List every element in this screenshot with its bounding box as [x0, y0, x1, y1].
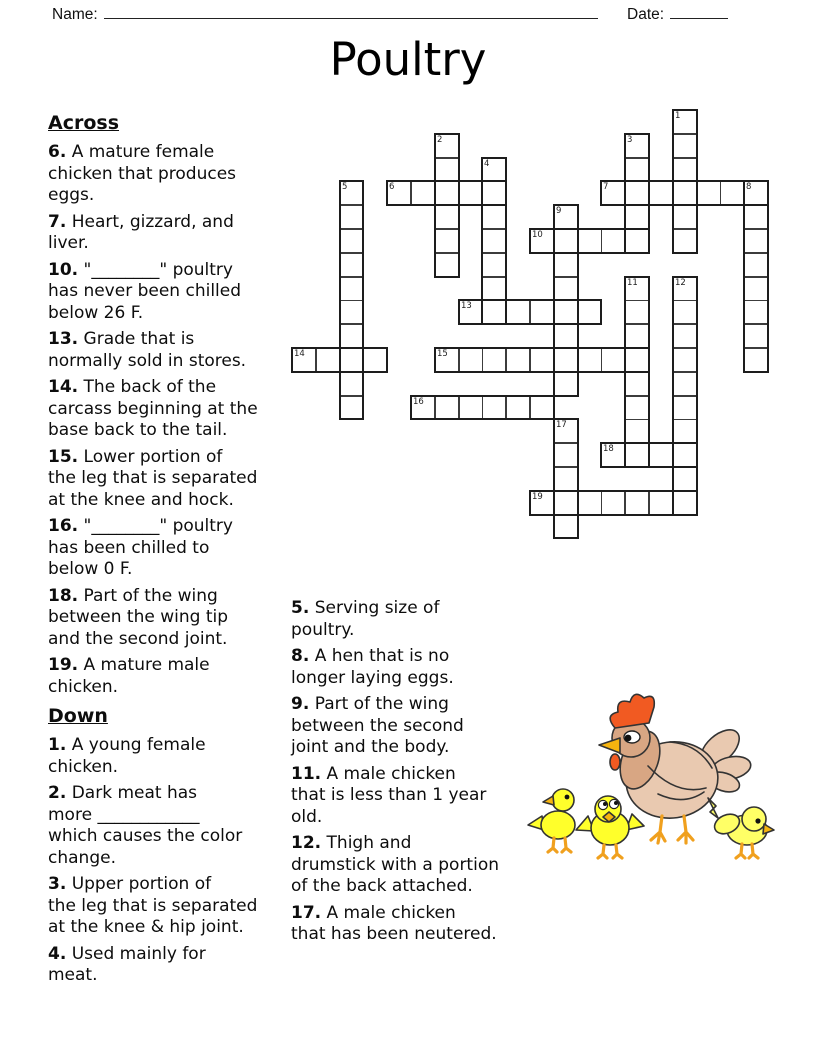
clue-3-down: 3. Upper portion of the leg that is separated at the knee & hip joint. — [48, 874, 258, 937]
hen-and-chicks-illustration — [520, 678, 810, 878]
clue-number: 12. — [291, 833, 322, 853]
grid-cell-r13-c16[interactable] — [673, 419, 697, 443]
date-field — [627, 3, 728, 24]
clue-8-down: 8. A hen that is no longer laying eggs. — [291, 646, 454, 688]
cell-number: 7 — [603, 182, 609, 192]
name-field — [52, 3, 598, 24]
grid-cell-r11-c2[interactable] — [340, 372, 364, 396]
grid-cell-r3-c13[interactable] — [601, 181, 625, 205]
grid-cell-r5-c13[interactable] — [601, 229, 625, 253]
grid-cell-r1-c6[interactable] — [435, 134, 459, 158]
grid-cell-r5-c11[interactable] — [554, 229, 578, 253]
clue-number: 1. — [48, 735, 67, 755]
grid-cell-r8-c7[interactable] — [459, 300, 483, 324]
grid-cell-r4-c6[interactable] — [435, 205, 459, 229]
grid-cell-r7-c11[interactable] — [554, 277, 578, 301]
cell-number: 16 — [413, 397, 424, 407]
cell-number: 11 — [627, 278, 638, 288]
clue-number: 19. — [48, 655, 79, 675]
grid-cell-r5-c12[interactable] — [578, 229, 602, 253]
grid-cell-r12-c2[interactable] — [340, 396, 364, 420]
grid-cell-r10-c19[interactable] — [744, 348, 768, 372]
grid-cell-r8-c9[interactable] — [506, 300, 530, 324]
clue-number: 5. — [291, 598, 310, 618]
grid-cell-r5-c16[interactable] — [673, 229, 697, 253]
grid-cell-r10-c12[interactable] — [578, 348, 602, 372]
grid-cell-r4-c14[interactable] — [625, 205, 649, 229]
cell-number: 18 — [603, 444, 614, 454]
clue-number: 8. — [291, 646, 310, 666]
name-label: Name: — [52, 6, 98, 23]
grid-cell-r3-c14[interactable] — [625, 181, 649, 205]
grid-cell-r16-c11[interactable] — [554, 491, 578, 515]
page-title: Poultry — [329, 33, 487, 86]
grid-cell-r3-c6[interactable] — [435, 181, 459, 205]
grid-cell-r9-c16[interactable] — [673, 324, 697, 348]
grid-cell-r8-c12[interactable] — [578, 300, 602, 324]
grid-cell-r14-c11[interactable] — [554, 443, 578, 467]
grid-cell-r10-c11[interactable] — [554, 348, 578, 372]
down-heading: Down — [48, 705, 108, 727]
grid-cell-r14-c15[interactable] — [649, 443, 673, 467]
grid-cell-r7-c14[interactable] — [625, 277, 649, 301]
grid-cell-r10-c6[interactable] — [435, 348, 459, 372]
grid-cell-r7-c2[interactable] — [340, 277, 364, 301]
name-write-line[interactable] — [104, 3, 598, 19]
clue-9-down: 9. Part of the wing between the second joint and the body. — [291, 694, 464, 757]
grid-cell-r5-c2[interactable] — [340, 229, 364, 253]
grid-cell-r8-c2[interactable] — [340, 300, 364, 324]
grid-cell-r15-c11[interactable] — [554, 467, 578, 491]
chick-right-icon — [708, 798, 774, 858]
grid-cell-r6-c2[interactable] — [340, 253, 364, 277]
clue-6-across: 6. A mature female chicken that produces eggs. — [48, 142, 237, 205]
clue-number: 13. — [48, 329, 79, 349]
grid-cell-r12-c14[interactable] — [625, 396, 649, 420]
cell-number: 9 — [556, 206, 562, 216]
cell-number: 13 — [461, 301, 472, 311]
grid-cell-r3-c4[interactable] — [387, 181, 411, 205]
clue-4-down: 4. Used mainly for meat. — [48, 943, 206, 985]
clue-18-across: 18. Part of the wing between the wing tip and the second joint. — [48, 585, 228, 649]
grid-cell-r16-c16[interactable] — [673, 491, 697, 515]
grid-cell-r16-c10[interactable] — [530, 491, 554, 515]
cell-number: 17 — [556, 420, 567, 430]
grid-cell-r11-c16[interactable] — [673, 372, 697, 396]
cell-number: 19 — [532, 492, 543, 502]
grid-cell-r10-c3[interactable] — [363, 348, 387, 372]
clue-17-down: 17. A male chicken that has been neutered. — [291, 902, 497, 944]
clue-16-across: 16. "________" poultry has been chilled to below 0 F. — [48, 516, 233, 579]
clue-13-across: 13. Grade that is normally sold in stores. — [48, 329, 247, 371]
clue-1-down: 1. A young female chicken. — [48, 735, 206, 777]
grid-cell-r10-c7[interactable] — [459, 348, 483, 372]
date-write-line[interactable] — [670, 3, 728, 19]
clue-number: 18. — [48, 585, 79, 606]
grid-cell-r6-c19[interactable] — [744, 253, 768, 277]
grid-cell-r9-c11[interactable] — [554, 324, 578, 348]
clue-number: 9. — [291, 694, 310, 714]
clue-number: 4. — [48, 943, 67, 964]
grid-cell-r4-c11[interactable] — [554, 205, 578, 229]
down-clue-list-left — [48, 735, 300, 987]
clue-10-across: 10. "________" poultry has never been chilled below 26 F. — [48, 259, 242, 323]
grid-cell-r7-c19[interactable] — [744, 277, 768, 301]
date-label: Date: — [627, 6, 665, 23]
cell-number: 3 — [627, 135, 633, 145]
grid-cell-r6-c8[interactable] — [482, 253, 506, 277]
grid-cell-r11-c11[interactable] — [554, 372, 578, 396]
cell-number: 10 — [532, 230, 543, 240]
grid-cell-r1-c16[interactable] — [673, 134, 697, 158]
clue-number: 11. — [291, 763, 322, 784]
cell-number: 12 — [675, 278, 686, 288]
grid-cell-r3-c7[interactable] — [459, 181, 483, 205]
grid-cell-r5-c14[interactable] — [625, 229, 649, 253]
grid-cell-r12-c7[interactable] — [459, 396, 483, 420]
clue-19-across: 19. A mature male chicken. — [48, 655, 210, 697]
across-clue-list — [48, 142, 300, 698]
grid-cell-r5-c8[interactable] — [482, 229, 506, 253]
cell-number: 14 — [294, 349, 305, 359]
grid-cell-r3-c5[interactable] — [411, 181, 435, 205]
clue-number: 3. — [48, 874, 67, 894]
grid-cell-r14-c13[interactable] — [601, 443, 625, 467]
grid-cell-r4-c2[interactable] — [340, 205, 364, 229]
grid-cell-r12-c5[interactable] — [411, 396, 435, 420]
grid-cell-r10-c9[interactable] — [506, 348, 530, 372]
grid-cell-r3-c19[interactable] — [744, 181, 768, 205]
grid-cell-r10-c10[interactable] — [530, 348, 554, 372]
down-clue-list-right — [291, 598, 543, 946]
grid-cell-r11-c14[interactable] — [625, 372, 649, 396]
grid-cell-r5-c10[interactable] — [530, 229, 554, 253]
grid-cell-r7-c16[interactable] — [673, 277, 697, 301]
grid-cell-r3-c2[interactable] — [340, 181, 364, 205]
grid-cell-r1-c14[interactable] — [625, 134, 649, 158]
grid-cell-r13-c14[interactable] — [625, 419, 649, 443]
grid-cell-r2-c16[interactable] — [673, 158, 697, 182]
clue-5-down: 5. Serving size of poultry. — [291, 598, 440, 640]
grid-cell-r17-c11[interactable] — [554, 515, 578, 539]
grid-cell-r7-c8[interactable] — [482, 277, 506, 301]
cell-number: 1 — [675, 111, 681, 121]
grid-cell-r10-c13[interactable] — [601, 348, 625, 372]
grid-cell-r8-c8[interactable] — [482, 300, 506, 324]
clue-15-across: 15. Lower portion of the leg that is separated at the knee and hock. — [48, 446, 258, 510]
grid-cell-r15-c16[interactable] — [673, 467, 697, 491]
grid-cell-r16-c12[interactable] — [578, 491, 602, 515]
grid-cell-r12-c10[interactable] — [530, 396, 554, 420]
grid-cell-r9-c19[interactable] — [744, 324, 768, 348]
grid-cell-r4-c8[interactable] — [482, 205, 506, 229]
grid-cell-r0-c16[interactable] — [673, 110, 697, 134]
grid-cell-r8-c14[interactable] — [625, 300, 649, 324]
grid-cell-r8-c16[interactable] — [673, 300, 697, 324]
clue-number: 16. — [48, 516, 79, 536]
clue-14-across: 14. The back of the carcass beginning at the base back to the tail. — [48, 377, 258, 440]
clue-7-across: 7. Heart, gizzard, and liver. — [48, 211, 234, 253]
grid-cell-r6-c11[interactable] — [554, 253, 578, 277]
clue-12-down: 12. Thigh and drumstick with a portion of the back attached. — [291, 833, 499, 896]
grid-cell-r16-c14[interactable] — [625, 491, 649, 515]
cell-number: 8 — [746, 182, 752, 192]
clue-11-down: 11. A male chicken that is less than 1 year old. — [291, 763, 487, 827]
grid-cell-r3-c18[interactable] — [720, 181, 744, 205]
grid-cell-r12-c9[interactable] — [506, 396, 530, 420]
grid-cell-r8-c11[interactable] — [554, 300, 578, 324]
grid-cell-r3-c17[interactable] — [697, 181, 721, 205]
clue-number: 17. — [291, 902, 322, 923]
grid-cell-r5-c19[interactable] — [744, 229, 768, 253]
grid-cell-r2-c6[interactable] — [435, 158, 459, 182]
grid-cell-r10-c1[interactable] — [316, 348, 340, 372]
cell-number: 6 — [389, 182, 395, 192]
grid-cell-r3-c16[interactable] — [673, 181, 697, 205]
grid-cell-r10-c14[interactable] — [625, 348, 649, 372]
cell-number: 2 — [437, 135, 443, 145]
clue-number: 6. — [48, 142, 67, 162]
chick-left-icon — [528, 789, 575, 852]
grid-cell-r14-c14[interactable] — [625, 443, 649, 467]
clue-number: 14. — [48, 377, 79, 397]
grid-cell-r5-c6[interactable] — [435, 229, 459, 253]
grid-cell-r14-c16[interactable] — [673, 443, 697, 467]
cell-number: 15 — [437, 349, 448, 359]
clue-number: 2. — [48, 783, 67, 803]
grid-cell-r8-c19[interactable] — [744, 300, 768, 324]
across-heading: Across — [48, 112, 120, 134]
clue-number: 10. — [48, 259, 79, 280]
grid-cell-r6-c6[interactable] — [435, 253, 459, 277]
grid-cell-r10-c16[interactable] — [673, 348, 697, 372]
grid-cell-r2-c14[interactable] — [625, 158, 649, 182]
grid-cell-r10-c8[interactable] — [482, 348, 506, 372]
clue-number: 15. — [48, 446, 79, 467]
cell-number: 4 — [484, 159, 490, 169]
grid-cell-r2-c8[interactable] — [482, 158, 506, 182]
grid-cell-r12-c6[interactable] — [435, 396, 459, 420]
clue-2-down: 2. Dark meat has more ____________ which causes the color change. — [48, 783, 243, 868]
grid-cell-r4-c16[interactable] — [673, 205, 697, 229]
grid-cell-r9-c2[interactable] — [340, 324, 364, 348]
grid-cell-r12-c16[interactable] — [673, 396, 697, 420]
grid-cell-r10-c2[interactable] — [340, 348, 364, 372]
grid-cell-r16-c13[interactable] — [601, 491, 625, 515]
grid-cell-r3-c8[interactable] — [482, 181, 506, 205]
clue-column-middle — [291, 598, 543, 951]
grid-cell-r12-c8[interactable] — [482, 396, 506, 420]
grid-cell-r9-c14[interactable] — [625, 324, 649, 348]
grid-cell-r8-c10[interactable] — [530, 300, 554, 324]
cell-number: 5 — [342, 182, 348, 192]
grid-cell-r13-c11[interactable] — [554, 419, 578, 443]
grid-cell-r16-c15[interactable] — [649, 491, 673, 515]
grid-cell-r3-c15[interactable] — [649, 181, 673, 205]
chick-middle-icon — [576, 796, 644, 858]
clue-column-left — [48, 112, 300, 992]
clue-number: 7. — [48, 211, 67, 232]
grid-cell-r4-c19[interactable] — [744, 205, 768, 229]
